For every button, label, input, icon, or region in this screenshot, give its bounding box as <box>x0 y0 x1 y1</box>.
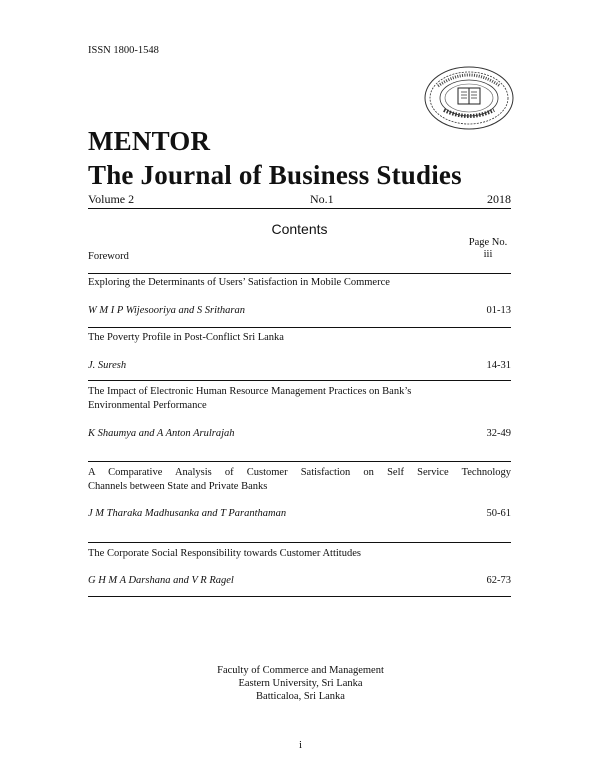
article-authors: J. Suresh <box>88 360 127 371</box>
article-title <box>88 466 511 494</box>
article-pages: 14-31 <box>486 360 511 371</box>
contents-heading: Contents <box>271 221 328 237</box>
divider <box>88 380 511 381</box>
article-pages: 32-49 <box>486 428 511 439</box>
foreword-label: Foreword <box>88 251 129 262</box>
article-pages: 62-73 <box>486 575 511 586</box>
publisher-address <box>0 664 601 703</box>
journal-name: MENTOR <box>88 126 211 156</box>
article-title: The Poverty Profile in Post-Conflict Sri Lanka <box>88 332 284 343</box>
issn: ISSN 1800-1548 <box>88 45 159 56</box>
article-title: The Corporate Social Responsibility towards Customer Attitudes <box>88 548 361 559</box>
article-title-line1: The Impact of Electronic Human Resource Management Practices on Bank’s <box>88 386 412 397</box>
article-title-line2: Environmental Performance <box>88 400 207 411</box>
divider <box>88 461 511 462</box>
journal-subtitle: The Journal of Business Studies <box>88 160 462 190</box>
issue-info-row <box>88 192 511 209</box>
article-pages: 50-61 <box>486 508 511 519</box>
divider <box>88 273 511 274</box>
volume: Volume 2 <box>88 192 135 206</box>
article-title: Exploring the Determinants of Users’ Satisfaction in Mobile Commerce <box>88 277 390 288</box>
article-title <box>88 385 511 413</box>
divider <box>88 327 511 328</box>
article-pages: 01-13 <box>486 305 511 316</box>
journal-masthead <box>88 124 462 192</box>
year: 2018 <box>487 192 511 206</box>
page-no-column-header <box>462 237 514 261</box>
article-authors: W M I P Wijesooriya and S Sritharan <box>88 305 246 316</box>
foreword-page: iii <box>483 249 493 260</box>
faculty: Faculty of Commerce and Management <box>217 665 384 676</box>
city: Batticaloa, Sri Lanka <box>256 691 345 702</box>
article-authors: J M Tharaka Madhusanka and T Paranthaman <box>88 508 287 519</box>
issue-number: No.1 <box>310 192 334 206</box>
article-authors: G H M A Darshana and V R Ragel <box>88 575 234 586</box>
article-title-line2: Channels between State and Private Banks <box>88 481 268 492</box>
divider <box>88 542 511 543</box>
page-no-label: Page No. <box>468 237 508 248</box>
article-title-line1: A Comparative Analysis of Customer Satisfaction on Self Service Technology <box>88 467 511 478</box>
article-authors: K Shaumya and A Anton Arulrajah <box>88 428 235 439</box>
university: Eastern University, Sri Lanka <box>238 678 363 689</box>
university-seal-logo <box>424 66 514 130</box>
page-number: i <box>298 739 303 751</box>
divider <box>88 596 511 597</box>
